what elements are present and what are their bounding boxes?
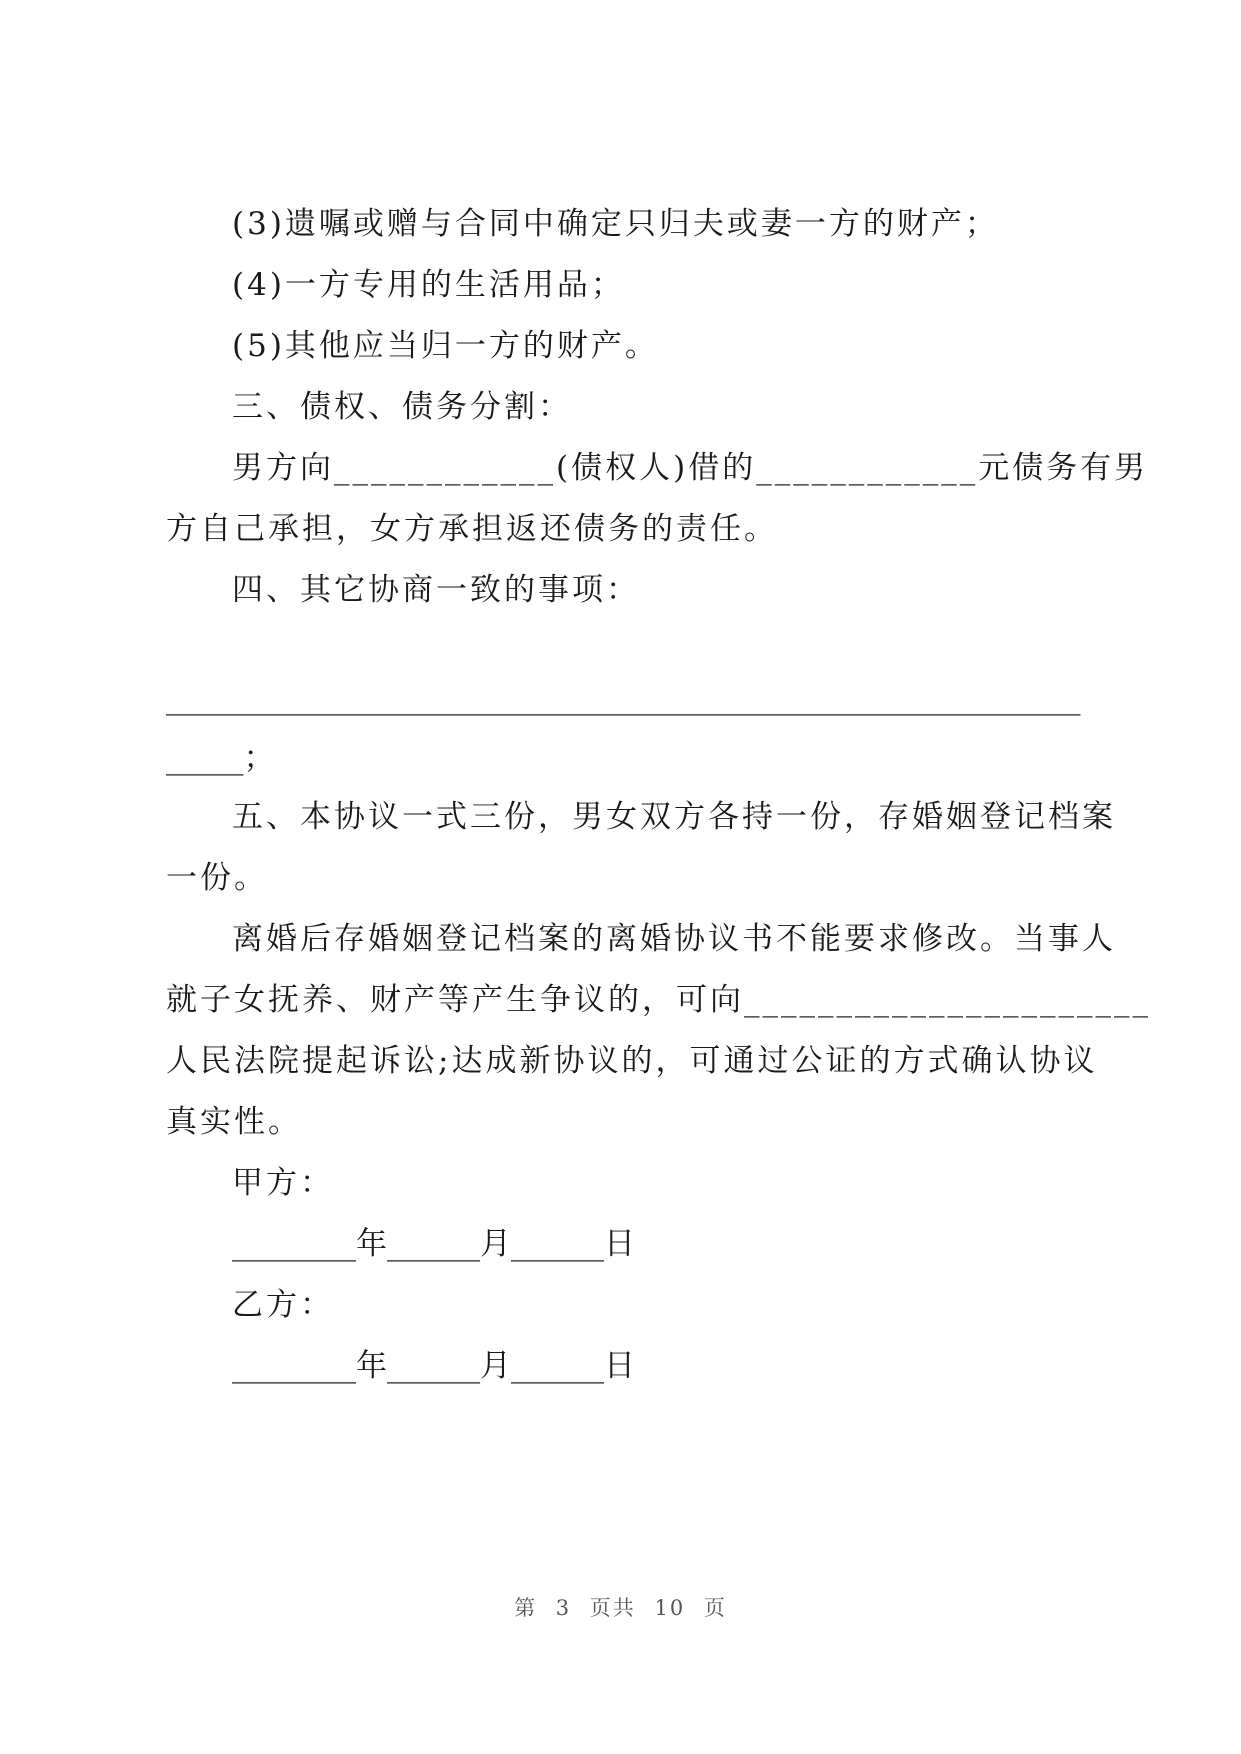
page-number-footer: 第 3 页共 10 页 (514, 1596, 727, 1620)
clause-3-3: (3)遗嘱或赠与合同中确定只归夫或妻一方的财产； (232, 206, 999, 242)
party-a-date: ________年______月______日 (232, 1226, 635, 1262)
blank-line-short: _____； (166, 740, 275, 776)
clause-3-4: (4)一方专用的生活用品； (232, 267, 625, 303)
blank-line-long: ___________________________________________________________ (166, 680, 1081, 716)
modification-paragraph-line-4: 真实性。 (166, 1104, 302, 1140)
clause-3-5: (5)其他应当归一方的财产。 (232, 328, 659, 364)
modification-paragraph-line-2: 就子女抚养、财产等产生争议的，可向______________________ (166, 982, 1151, 1018)
party-b-date: ________年______月______日 (232, 1348, 635, 1384)
section-5-line-1: 五、本协议一式三份，男女双方各持一份，存婚姻登记档案 (232, 799, 1116, 835)
section-3-heading: 三、债权、债务分割： (232, 389, 572, 425)
section-4-heading: 四、其它协商一致的事项： (232, 572, 640, 608)
debt-clause-line-2: 方自己承担，女方承担返还债务的责任。 (166, 511, 778, 547)
party-b-label: 乙方： (232, 1287, 334, 1323)
debt-clause-line-1: 男方向____________(债权人)借的____________元债务有男 (232, 450, 1149, 486)
modification-paragraph-line-3: 人民法院提起诉讼;达成新协议的，可通过公证的方式确认协议 (166, 1043, 1098, 1079)
modification-paragraph-line-1: 离婚后存婚姻登记档案的离婚协议书不能要求修改。当事人 (232, 921, 1116, 957)
section-5-line-2: 一份。 (166, 860, 268, 896)
party-a-label: 甲方： (232, 1165, 334, 1201)
